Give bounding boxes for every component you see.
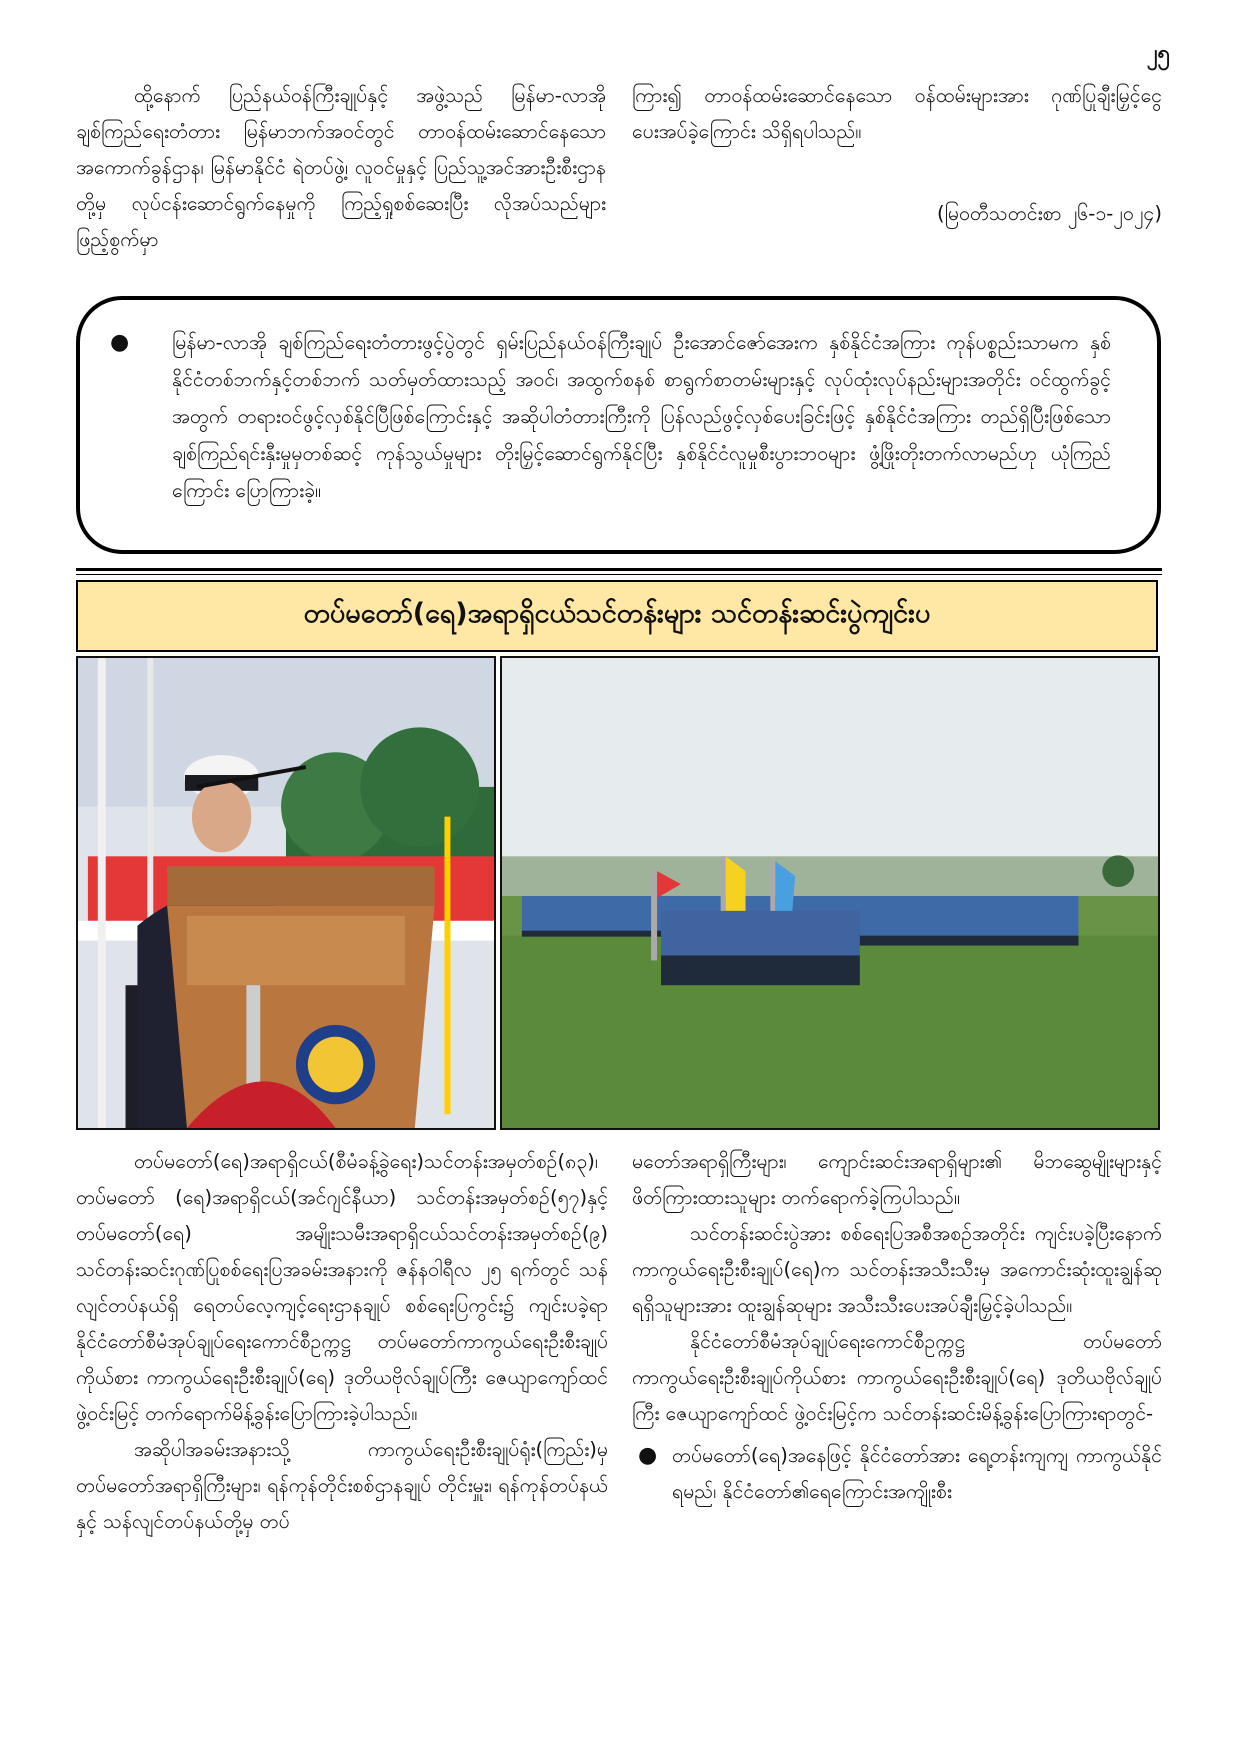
article-paragraph: အဆိုပါအခမ်းအနားသို့ ကာကွယ်ရေးဦးစီးချုပ်ရုံး(ကြည်း)မှ တပ်မတော်အရာရှိကြီးများ၊ ရန်ကုန်တိုင်းစစ်ဌာနချုပ် တိုင်းမှူး၊ ရန်ကုန်တပ်နယ်နှင့် သန်လျင်တပ်နယ်တို့မှ တပ်	[76, 1438, 608, 1533]
bullet-icon: ●	[638, 1443, 658, 1468]
bullet-icon: ●	[110, 330, 130, 355]
speaker-at-podium-photo	[76, 656, 496, 1130]
article-left-column	[76, 1144, 608, 1540]
top-left-column	[76, 78, 606, 258]
speech-point-text: တပ်မတော်(ရေ)အနေဖြင့် နိုင်ငံတော်အား ရေ့တန်းကျကျ ကာကွယ်နိုင်ရမည်၊ နိုင်ငံတော်၏ရေကြောင်းအကျိုးစီး	[672, 1444, 1162, 1503]
highlight-box	[76, 296, 1161, 554]
highlight-text: မြန်မာ-လာအို ချစ်ကြည်ရေးတံတားဖွင့်ပွဲတွင် ရှမ်းပြည်နယ်ဝန်ကြီးချုပ် ဦးအောင်ဇော်အေးက နှစ်နိုင်ငံအကြား ကုန်ပစ္စည်းသာမက နှစ်နိုင်ငံတစ်ဘက်နှင့်တစ်ဘက် သတ်မှတ်ထားသည့် အဝင်၊ အထွက်စနစ် စာရွက်စာတမ်းများနှင့် လုပ်ထုံးလုပ်နည်းများအတိုင်း ဝင်ထွက်ခွင့်အတွက် တရားဝင်ဖွင့်လှစ်နိုင်ပြီဖြစ်ကြောင်းနှင့် အဆိုပါတံတားကြီးကို ပြန်လည်ဖွင့်လှစ်ပေးခြင်းဖြင့် နှစ်နိုင်ငံအကြား တည်ရှိပြီးဖြစ်သော ချစ်ကြည်ရင်းနှီးမှုမှတစ်ဆင့် ကုန်သွယ်မှုများ တိုးမြှင့်ဆောင်ရွက်နိုင်ပြီး နှစ်နိုင်ငံလူမှုစီးပွားဘဝများ ဖွံ့ဖြိုးတိုးတက်လာမည်ဟု ယုံကြည်ကြောင်း ပြောကြားခဲ့။	[172, 331, 1111, 502]
article-paragraph: မတော်အရာရှိကြီးများ၊ ကျောင်းဆင်းအရာရှိများ၏ မိဘဆွေမျိုးများနှင့် ဖိတ်ကြားထားသူများ တက်ရောက်ခဲ့ကြပါသည်။	[632, 1150, 1162, 1209]
divider-thick	[76, 568, 1162, 571]
top-left-paragraph: ထို့နောက် ပြည်နယ်ဝန်ကြီးချုပ်နှင့် အဖွဲ့သည် မြန်မာ-လာအို ချစ်ကြည်ရေးတံတား မြန်မာဘက်အဝင်တွင် တာဝန်ထမ်းဆောင်နေသော အကောက်ခွန်ဌာန၊ မြန်မာနိုင်ငံ ရဲတပ်ဖွဲ့၊ လူဝင်မှုနှင့် ပြည်သူ့အင်အားဦးစီးဌာနတို့မှ လုပ်ငန်းဆောင်ရွက်နေမှုကို ကြည့်ရှုစစ်ဆေးပြီး လိုအပ်သည်များ ဖြည့်စွက်မှာ	[76, 84, 606, 251]
list-item	[632, 1438, 1162, 1510]
speech-points	[632, 1438, 1162, 1510]
page-number: ၂၅	[1146, 41, 1170, 66]
top-right-paragraph: ကြား၍ တာဝန်ထမ်းဆောင်နေသော ဝန်ထမ်းများအား ဂုဏ်ပြုချီးမြှင့်ငွေပေးအပ်ခဲ့ကြောင်း သိရှိရပါသည်။	[632, 84, 1162, 143]
article-paragraph: တပ်မတော်(ရေ)အရာရှိငယ်(စီမံခန့်ခွဲရေး)သင်တန်းအမှတ်စဉ်(၈၃)၊ တပ်မတော် (ရေ)အရာရှိငယ်(အင်ဂျင်နီယာ) သင်တန်းအမှတ်စဉ်(၅၇)နှင့် တပ်မတော်(ရေ) အမျိုးသမီးအရာရှိငယ်သင်တန်းအမှတ်စဉ်(၉) သင်တန်းဆင်းဂုဏ်ပြုစစ်ရေးပြအခမ်းအနားကို ဇန်နဝါရီလ ၂၅ ရက်တွင် သန်လျင်တပ်နယ်ရှိ ရေတပ်လေ့ကျင့်ရေးဌာနချုပ် စစ်ရေးပြကွင်း၌ ကျင်းပခဲ့ရာ နိုင်ငံတော်စီမံအုပ်ချုပ်ရေးကောင်စီဥက္ကဋ္ဌ တပ်မတော်ကာကွယ်ရေးဦးစီးချုပ်ကိုယ်စား ကာကွယ်ရေးဦးစီးချုပ်(ရေ) ဒုတိယဗိုလ်ချုပ်ကြီး ဇေယျာကျော်ထင် ဖွဲ့ဝင်းမြင့် တက်ရောက်မိန့်ခွန်းပြောကြားခဲ့ပါသည်။	[76, 1150, 608, 1425]
source-citation: (မြဝတီသတင်းစာ ၂၆-၁-၂၀၂၄)	[936, 202, 1162, 225]
article-right-column	[632, 1144, 1162, 1510]
article-paragraph: သင်တန်းဆင်းပွဲအား စစ်ရေးပြအစီအစဉ်အတိုင်း ကျင်းပခဲ့ပြီးနောက် ကာကွယ်ရေးဦးစီးချုပ်(ရေ)က သင်တန်းအသီးသီးမှ အကောင်းဆုံးထူးချွန်ဆုရရှိသူများအား ထူးချွန်ဆုများ အသီးသီးပေးအပ်ချီးမြှင့်ခဲ့ပါသည်။	[632, 1222, 1162, 1317]
divider-thin	[76, 574, 1162, 575]
parade-ground-photo	[500, 656, 1160, 1130]
article-paragraph: နိုင်ငံတော်စီမံအုပ်ချုပ်ရေးကောင်စီဥက္ကဋ္ဌ တပ်မတော်ကာကွယ်ရေးဦးစီးချုပ်ကိုယ်စား ကာကွယ်ရေးဦးစီးချုပ်(ရေ) ဒုတိယဗိုလ်ချုပ်ကြီး ဇေယျာကျော်ထင် ဖွဲ့ဝင်းမြင့်က သင်တန်းဆင်းမိန့်ခွန်းပြောကြားရာတွင်-	[632, 1330, 1162, 1425]
top-right-column	[632, 78, 1162, 232]
article-headline	[76, 580, 1158, 652]
headline-text: တပ်မတော်(ရေ)အရာရှိငယ်သင်တန်းများ သင်တန်းဆင်းပွဲကျင်းပ	[303, 598, 931, 629]
